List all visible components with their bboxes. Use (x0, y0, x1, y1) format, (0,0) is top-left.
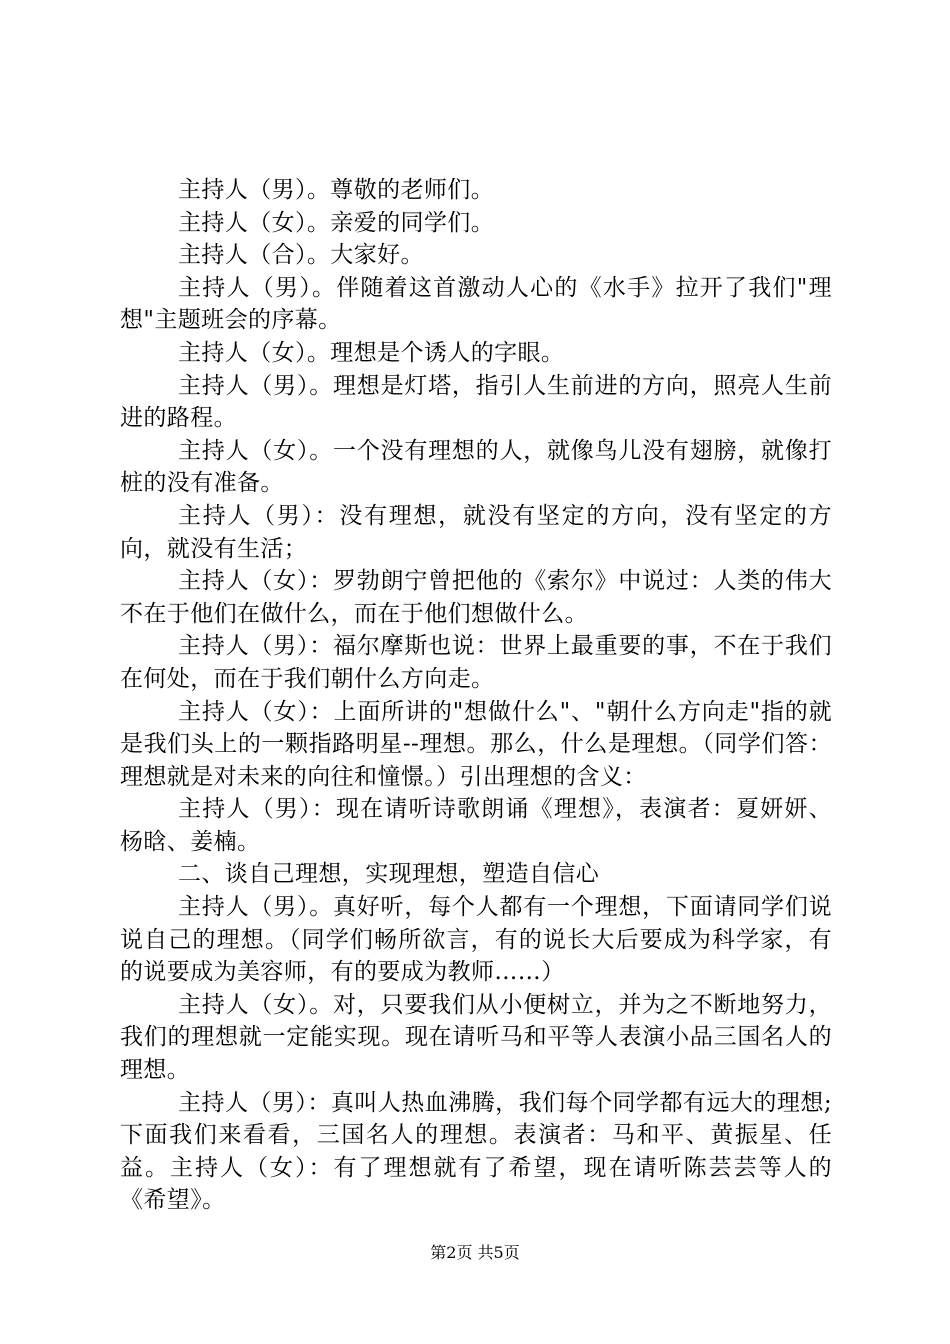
paragraph-15: 主持人（女）。对，只要我们从小便树立，并为之不断地努力，我们的理想就一定能实现。现在请听马和平等人表演小品三国名人的理想。 (120, 991, 832, 1084)
paragraph-5: 主持人（女）。理想是个诱人的字眼。 (178, 339, 565, 366)
paragraph-14: 主持人（男）。真好听，每个人都有一个理想，下面请同学们说说自己的理想。（同学们畅所欲言，有的说长大后要成为科学家，有的说要成为美容师，有的要成为教师……） (120, 894, 832, 986)
page-footer (0, 1243, 950, 1263)
paragraph-1: 主持人（男）。尊敬的老师们。 (178, 177, 495, 203)
paragraph-7: 主持人（女）。一个没有理想的人，就像鸟儿没有翅膀，就像打桩的没有准备。 (120, 437, 832, 497)
paragraph-16: 主持人（男）：真叫人热血沸腾，我们每个同学都有远大的理想;下面我们来看看，三国名人的理想。表演者：马和平、黄振星、任益。主持人（女）：有了理想就有了希望，现在请听陈芸芸等人的《希望》。 (120, 1089, 832, 1214)
paragraph-3: 主持人（合）。大家好。 (178, 242, 424, 269)
paragraph-4: 主持人（男）。伴随着这首激动人心的《水手》拉开了我们"理想"主题班会的序幕。 (120, 274, 832, 334)
paragraph-2: 主持人（女）。亲爱的同学们。 (178, 209, 495, 236)
section-heading: 二、谈自己理想，实现理想，塑造自信心 (178, 861, 600, 888)
paragraph-6: 主持人（男）。理想是灯塔，指引人生前进的方向，照亮人生前进的路程。 (120, 372, 832, 432)
body-text (120, 174, 832, 1217)
page-number: 第2页 共5页 (430, 1243, 520, 1262)
paragraph-11: 主持人（女）：上面所讲的"想做什么"、"朝什么方向走"指的就是我们头上的一颗指路明星--理想。那么，什么是理想。（同学们答：理想就是对未来的向往和憧憬。）引出理想的含义： (120, 698, 832, 790)
paragraph-12: 主持人（男）：现在请听诗歌朗诵《理想》，表演者：夏妍妍、杨晗、姜楠。 (120, 796, 832, 855)
paragraph-10: 主持人（男）：福尔摩斯也说：世界上最重要的事，不在于我们在何处，而在于我们朝什么方向走。 (120, 633, 832, 692)
paragraph-8: 主持人（男）：没有理想，就没有坚定的方向，没有坚定的方向，就没有生活； (120, 502, 832, 562)
paragraph-9: 主持人（女）：罗勃朗宁曾把他的《索尔》中说过：人类的伟大不在于他们在做什么，而在于他们想做什么。 (120, 568, 832, 627)
